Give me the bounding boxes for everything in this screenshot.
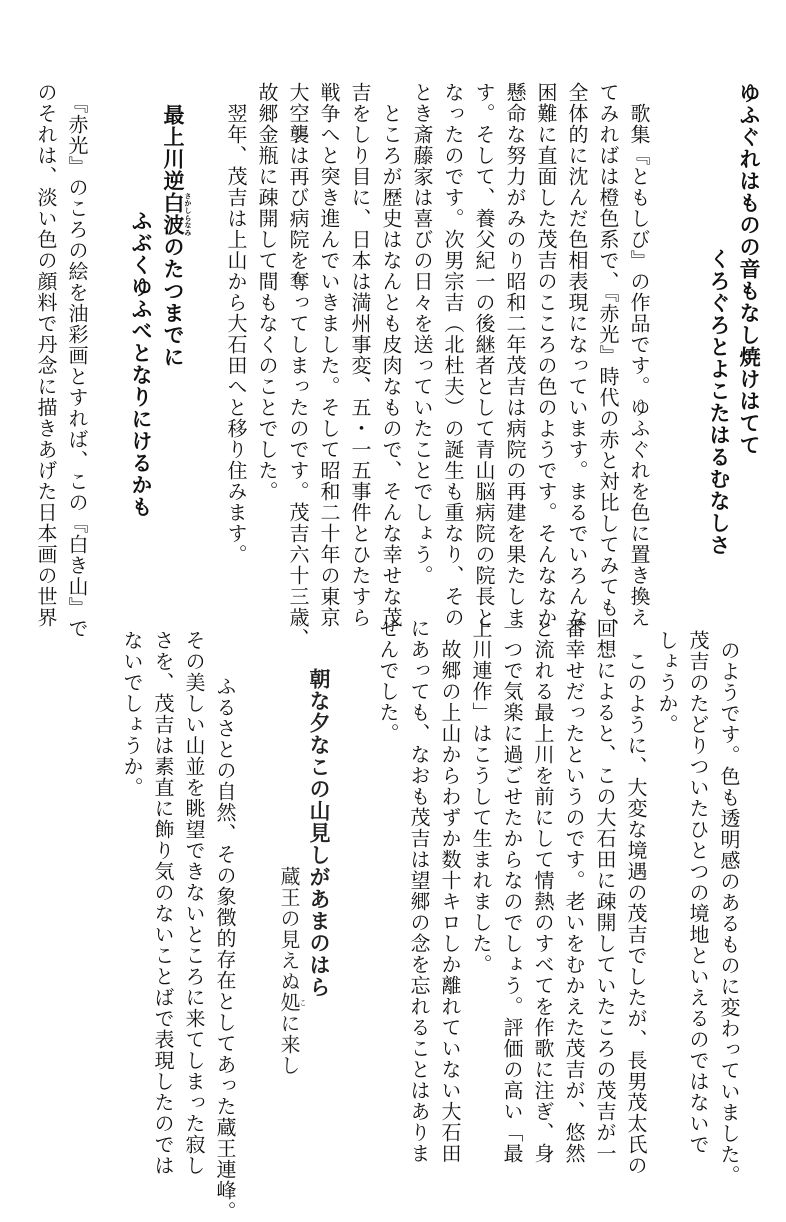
furigana: さかしらなみ [184, 192, 193, 236]
body-line: 懸命な努力がみのり昭和二年茂吉は病院の再建を果たしま [503, 82, 527, 628]
body-line: 歌集『ともしび』の作品です。ゆふぐれを色に置き換え [627, 82, 651, 628]
body-line: 回想によると、この大石田に疎開していたころの茂吉が一 [593, 618, 617, 1164]
body-line: のそれは、淡い色の顔料で丹念に描きあげた日本画の世界 [34, 82, 58, 628]
body-line: 『赤光』のころの絵を油彩画とすれば、この『白き山』で [65, 82, 89, 639]
poem-1-line-2: くろぐろとよこたはるむなしさ [707, 248, 732, 556]
body-line: ないでしょうか。 [120, 630, 144, 798]
body-line: 番幸せだったというのです。老いをむかえた茂吉が、悠然 [562, 618, 586, 1164]
body-line: 困難に直面した茂吉のこころの色のようです。そんななか [534, 82, 558, 628]
body-line: 茂吉のたどりついたひとつの境地といえるのではないで [686, 630, 710, 1155]
body-line: さを、茂吉は素直に飾り気のないことばで表現したのでは [151, 630, 175, 1176]
poem-1-line-1: ゆふぐれはものの音もなし焼けはてて [737, 82, 762, 456]
poem-2-line-2: ふぶくゆふべとなりにけるかも [129, 210, 154, 518]
body-line: 大空襲は再び病院を奪ってしまったのです。茂吉六十三歳、 [286, 82, 310, 649]
body-line: にあっても、なおも茂吉は望郷の念を忘れることはありま [407, 618, 431, 1164]
body-line: 翌年、茂吉は上山から大石田へと移り住みます。 [224, 82, 248, 565]
body-line: このように、大変な境遇の茂吉でしたが、長男茂太氏の [624, 630, 648, 1176]
body-line: せんでした。 [376, 618, 400, 744]
poem-3-line-1: 朝な夕なこの山見しがあまのはら [307, 668, 332, 998]
body-line: 上川連作」はこうして生まれました。 [469, 618, 493, 975]
body-line: 吉をしり目に、日本は満州事変、五・一五事件とひたすら [348, 82, 372, 628]
body-line: しょうか。 [655, 630, 679, 735]
body-line: その美しい山並を眺望できないところに来てしまった寂し [182, 630, 206, 1176]
body-line: ところが歴史はなんとも皮肉なもので、そんな幸せな茂 [379, 82, 403, 628]
body-line: 全体的に沈んだ色相表現になっています。まるでいろんな [565, 82, 589, 628]
poem-3-line-2: 蔵王の見えぬ処こに来し [277, 866, 307, 1076]
body-line: てみればは橙色系で、『赤光』時代の赤と対比してみても、 [596, 82, 620, 639]
body-line: ふるさとの自然、その象徴的存在としてあった蔵王連峰。 [213, 655, 237, 1222]
body-line: 戦争へと突き進んでいきました。そして昭和二十年の東京 [317, 82, 341, 628]
body-line: 故郷金瓶に疎開して間もなくのことでした。 [255, 82, 279, 502]
body-line: 一つで気楽に過ごせたからなのでしょう。評価の高い「最 [500, 618, 524, 1164]
body-line: す。そして、養父紀一の後継者として青山脳病院の院長と [472, 82, 496, 628]
body-line: のようです。色も透明感のあるものに変わっていました。 [717, 640, 741, 1186]
body-line: とき斎藤家は喜びの日々を送っていたことでしょう。 [410, 82, 434, 586]
body-line: と流れる最上川を前にして情熱のすべてを作歌に注ぎ、身 [531, 618, 555, 1164]
poem-2-line-1: 最上川逆白波さかしらなみのたつまでに [161, 104, 193, 368]
furigana: こ [299, 992, 307, 1013]
body-line: 故郷の上山からわずか数十キロしか離れていない大石田 [438, 618, 462, 1164]
body-line: なったのです。次男宗吉（北杜夫）の誕生も重なり、その [441, 82, 465, 628]
